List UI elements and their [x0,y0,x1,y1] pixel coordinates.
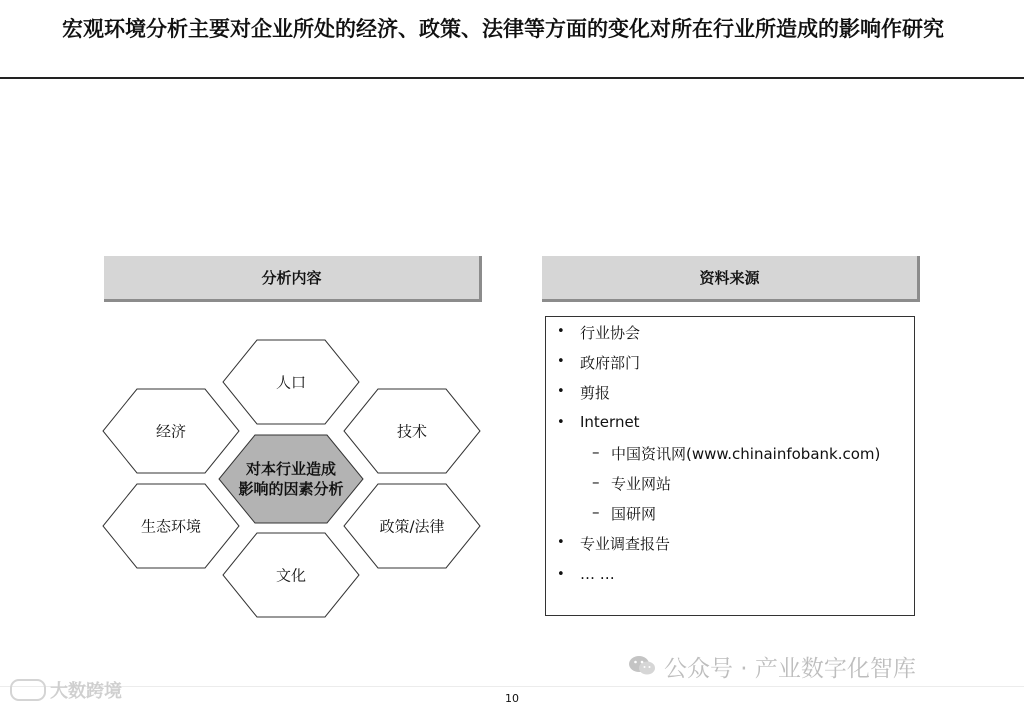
dash-icon: – [592,473,600,491]
hex-center-line-2: 影响的因素分析 [238,480,344,498]
source-subitem: 专业网站 [611,475,672,493]
data-sources-header: 资料来源 [542,256,920,302]
hex-label-policy-law: 政策/法律 [379,517,445,536]
source-subitem: 国研网 [611,505,657,523]
dash-icon: – [592,503,600,521]
hex-label-culture: 文化 [275,566,306,585]
bullet-icon: • [557,415,565,430]
bullet-icon: • [557,354,565,369]
hex-label-population: 人口 [275,373,306,392]
hex-center-label [226,459,356,499]
footer-divider [0,686,1024,687]
wechat-icon [628,654,656,676]
source-subitem: 中国资讯网(www.chinainfobank.com) [611,445,881,463]
page-number: 10 [505,692,519,705]
source-item: 剪报 [580,384,611,402]
hex-label-ecology: 生态环境 [140,517,201,536]
source-item: 专业调查报告 [580,535,671,553]
hex-center-line-1: 对本行业造成 [245,460,336,478]
dash-icon: – [592,443,600,461]
page-title: 宏观环境分析主要对企业所处的经济、政策、法律等方面的变化对所在行业所造成的影响作研究 [62,17,944,41]
watermark-left: 大数跨境 [50,681,122,702]
source-item: 政府部门 [580,354,641,372]
bullet-icon: • [557,324,565,339]
source-item: 行业协会 [580,324,641,342]
bullet-icon: • [557,384,565,399]
source-item: … … [580,565,615,583]
hex-label-economy: 经济 [155,422,186,441]
hex-label-technology: 技术 [396,422,427,441]
watermark-right: 公众号 · 产业数字化智库 [664,656,916,682]
bullet-icon: • [557,567,565,582]
source-item: Internet [580,413,640,431]
title-divider [0,77,1024,79]
bullet-icon: • [557,535,565,550]
analysis-content-header: 分析内容 [104,256,482,302]
